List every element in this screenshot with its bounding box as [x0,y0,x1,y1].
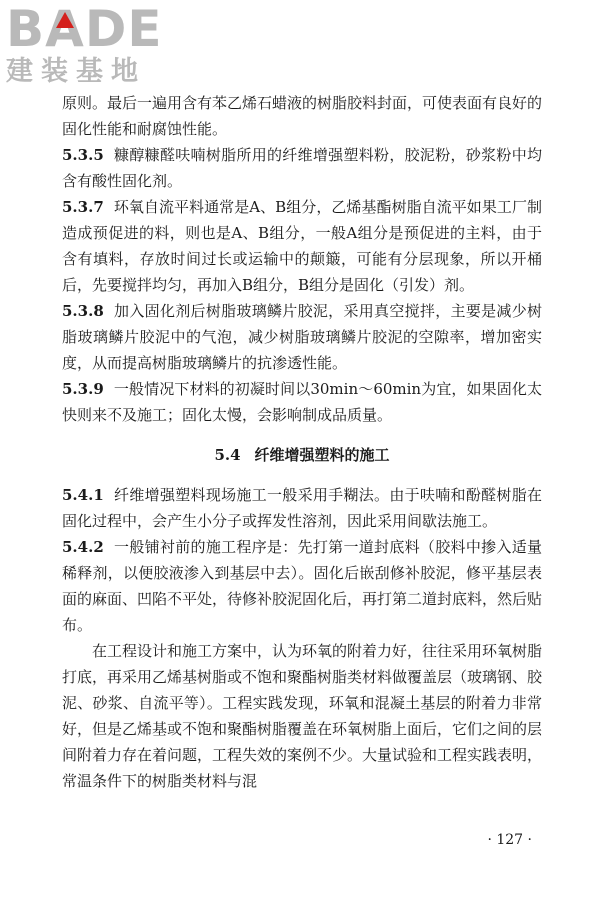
page-number: · 127 · [487,832,532,848]
clause-5-3-7: 5.3.7 环氧自流平料通常是A、B组分，乙烯基酯树脂自流平如果工厂制造成预促进的料，则也是A、B组分，一般A组分是预促进的主料，由于含有填料，存放时间过长或运输中的颠簸，可能有分层现象，所以开桶后，先要搅拌均匀，再加入B组分，B组分是固化（引发）剂。 [62,198,542,294]
clause-number: 5.3.5 [62,146,104,164]
clause-number: 5.3.8 [62,302,104,320]
section-heading [62,442,542,468]
section-number: 5.4 [214,446,241,464]
paragraph-continuation: 原则。最后一遍用含有苯乙烯石蜡液的树脂胶料封面，可使表面有良好的固化性能和耐腐蚀性能。 [62,94,543,138]
logo [6,0,176,88]
clause-number: 5.3.7 [62,198,104,216]
logo-chinese-name: 建装基地 [6,56,146,87]
logo-red-triangle [56,12,74,28]
clause-5-4-1: 5.4.1 纤维增强塑料现场施工一般采用手糊法。由于呋喃和酚醛树脂在固化过程中，会产生小分子或挥发性溶剂，因此采用间歇法施工。 [62,486,542,530]
logo-wordmark: BA DE [6,0,163,58]
document-body [62,90,542,794]
clause-5-3-9: 5.3.9 一般情况下材料的初凝时间以30min～60min为宜，如果固化太快则来不及施工；固化太慢，会影响制成品质量。 [62,380,542,424]
section-title: 纤维增强塑料的施工 [254,446,390,464]
clause-5-4-2: 5.4.2 一般铺衬前的施工程序是：先打第一道封底料（胶料中掺入适量稀释剂，以便胶液渗入到基层中去）。固化后嵌刮修补胶泥，修平基层表面的麻面、凹陷不平处，待修补胶泥固化后，再打第二道封底料，然后贴布。 [62,538,543,634]
clause-number: 5.3.9 [62,380,104,398]
clause-number: 5.4.1 [62,486,104,504]
paragraph-body: 在工程设计和施工方案中，认为环氧的附着力好，往往采用环氧树脂打底，再采用乙烯基树脂或不饱和聚酯树脂类材料做覆盖层（玻璃钢、胶泥、砂浆、自流平等）。工程实践发现，环氧和混凝土基层的附着力非常好，但是乙烯基或不饱和聚酯树脂覆盖在环氧树脂上面后，它们之间的层间附着力存在着问题，工程失效的案例不少。大量试验和工程实践表明，常温条件下的树脂类材料与混 [62,642,543,790]
clause-5-3-5: 5.3.5 糠醇糠醛呋喃树脂所用的纤维增强塑料粉，胶泥粉，砂浆粉中均含有酸性固化剂。 [62,146,542,190]
clause-number: 5.4.2 [62,538,104,556]
clause-5-3-8: 5.3.8 加入固化剂后树脂玻璃鳞片胶泥，采用真空搅拌，主要是减少树脂玻璃鳞片胶泥中的气泡，减少树脂玻璃鳞片胶泥的空隙率，增加密实度，从而提高树脂玻璃鳞片的抗渗透性能。 [62,302,542,372]
